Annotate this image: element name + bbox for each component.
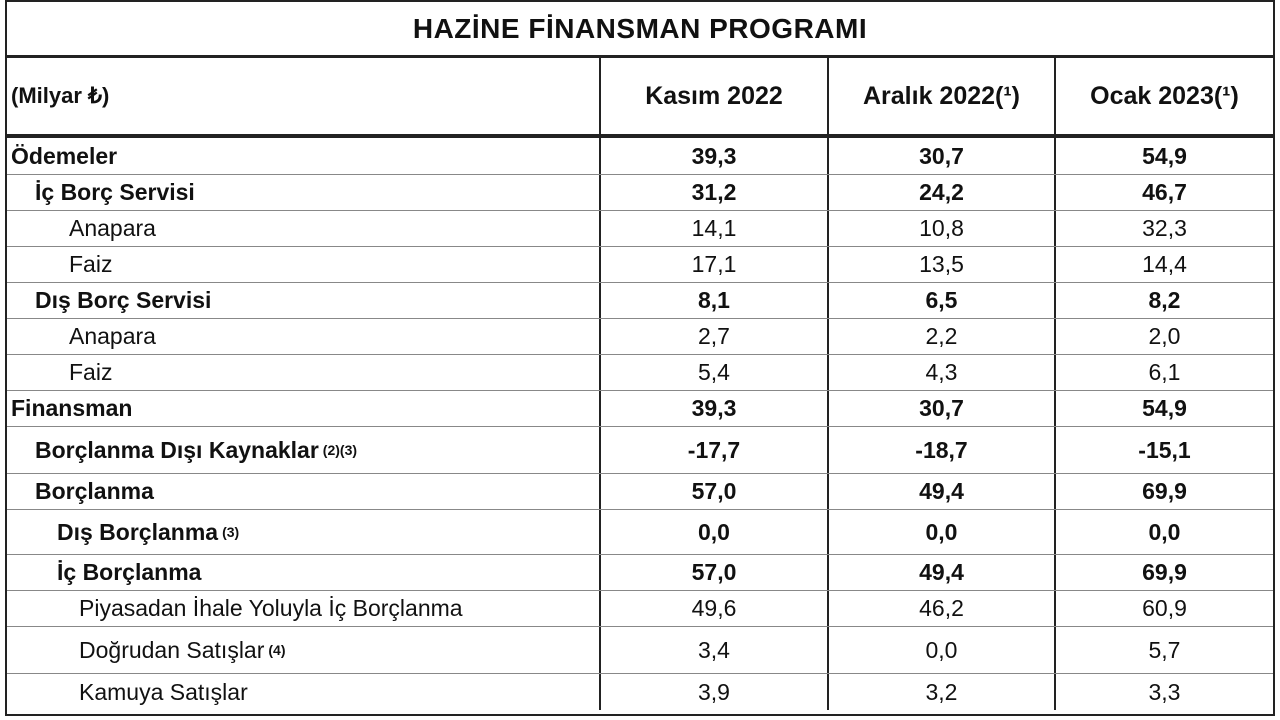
row-value-aralik: 0,0 <box>827 510 1054 554</box>
row-value-kasim: 2,7 <box>599 319 827 354</box>
table-row <box>7 555 1273 591</box>
row-label: Doğrudan Satışlar <box>79 636 265 663</box>
row-value-kasim: 39,3 <box>599 391 827 426</box>
row-value-aralik: 6,5 <box>827 283 1054 318</box>
finance-table <box>5 0 1275 716</box>
row-value-ocak: 5,7 <box>1054 627 1273 673</box>
row-label: Borçlanma <box>35 478 154 504</box>
column-header-kasim-2022: Kasım 2022 <box>599 58 827 134</box>
row-value-ocak: 54,9 <box>1054 138 1273 174</box>
row-value-kasim: 3,4 <box>599 627 827 673</box>
row-value-ocak: 60,9 <box>1054 591 1273 626</box>
row-value-kasim: 49,6 <box>599 591 827 626</box>
row-label: Dış Borçlanma <box>57 518 219 545</box>
row-value-aralik: 13,5 <box>827 247 1054 282</box>
table-row <box>7 391 1273 427</box>
row-value-aralik: 4,3 <box>827 355 1054 390</box>
table-title: HAZİNE FİNANSMAN PROGRAMI <box>412 12 868 44</box>
row-value-ocak: 14,4 <box>1054 247 1273 282</box>
row-value-kasim: -17,7 <box>599 427 827 473</box>
row-value-aralik: 0,0 <box>827 627 1054 673</box>
row-label: Faiz <box>69 359 113 385</box>
row-value-aralik: 49,4 <box>827 474 1054 509</box>
table-row <box>7 247 1273 283</box>
table-row <box>7 283 1273 319</box>
row-value-ocak: 2,0 <box>1054 319 1273 354</box>
row-value-ocak: 0,0 <box>1054 510 1273 554</box>
row-value-kasim: 3,9 <box>599 674 827 710</box>
table-row <box>7 175 1273 211</box>
footnote-marker: (4) <box>268 642 286 658</box>
table-row <box>7 627 1273 674</box>
row-label: Anapara <box>69 323 156 349</box>
table-row <box>7 427 1273 474</box>
row-label: Finansman <box>11 395 133 421</box>
row-value-kasim: 0,0 <box>599 510 827 554</box>
row-value-ocak: -15,1 <box>1054 427 1273 473</box>
row-value-kasim: 14,1 <box>599 211 827 246</box>
row-value-aralik: 30,7 <box>827 138 1054 174</box>
row-label: İç Borç Servisi <box>35 179 195 205</box>
row-value-kasim: 57,0 <box>599 474 827 509</box>
row-value-kasim: 17,1 <box>599 247 827 282</box>
row-value-aralik: 3,2 <box>827 674 1054 710</box>
footnote-marker: (3) <box>222 524 240 540</box>
row-value-aralik: 2,2 <box>827 319 1054 354</box>
table-row <box>7 211 1273 247</box>
row-value-kasim: 31,2 <box>599 175 827 210</box>
table-row <box>7 138 1273 175</box>
row-value-kasim: 39,3 <box>599 138 827 174</box>
table-row <box>7 355 1273 391</box>
column-header-aralik-2022: Aralık 2022(¹) <box>827 58 1054 134</box>
table-title-row <box>7 2 1273 58</box>
table-header-row <box>7 58 1273 138</box>
row-value-kasim: 57,0 <box>599 555 827 590</box>
row-label: Ödemeler <box>11 142 118 169</box>
row-value-aralik: 49,4 <box>827 555 1054 590</box>
row-value-kasim: 5,4 <box>599 355 827 390</box>
row-value-aralik: 24,2 <box>827 175 1054 210</box>
row-label: İç Borçlanma <box>57 559 202 585</box>
row-value-aralik: 46,2 <box>827 591 1054 626</box>
row-value-ocak: 32,3 <box>1054 211 1273 246</box>
row-value-aralik: 10,8 <box>827 211 1054 246</box>
row-label: Anapara <box>69 215 156 241</box>
row-value-kasim: 8,1 <box>599 283 827 318</box>
column-header-ocak-2023: Ocak 2023(¹) <box>1054 58 1273 134</box>
table-row <box>7 474 1273 510</box>
table-row <box>7 319 1273 355</box>
row-value-aralik: -18,7 <box>827 427 1054 473</box>
row-value-ocak: 69,9 <box>1054 555 1273 590</box>
table-row <box>7 591 1273 627</box>
row-value-ocak: 3,3 <box>1054 674 1273 710</box>
row-value-ocak: 54,9 <box>1054 391 1273 426</box>
unit-header: (Milyar ₺) <box>11 83 110 108</box>
row-label: Kamuya Satışlar <box>79 678 248 705</box>
row-value-ocak: 8,2 <box>1054 283 1273 318</box>
row-label: Faiz <box>69 251 113 277</box>
footnote-marker: (2)(3) <box>322 442 358 458</box>
table-row <box>7 510 1273 555</box>
row-value-ocak: 69,9 <box>1054 474 1273 509</box>
row-value-ocak: 6,1 <box>1054 355 1273 390</box>
row-label: Piyasadan İhale Yoluyla İç Borçlanma <box>79 595 463 621</box>
table-row <box>7 674 1273 710</box>
row-value-aralik: 30,7 <box>827 391 1054 426</box>
row-label: Borçlanma Dışı Kaynaklar <box>35 436 319 463</box>
row-label: Dış Borç Servisi <box>35 287 212 313</box>
row-value-ocak: 46,7 <box>1054 175 1273 210</box>
